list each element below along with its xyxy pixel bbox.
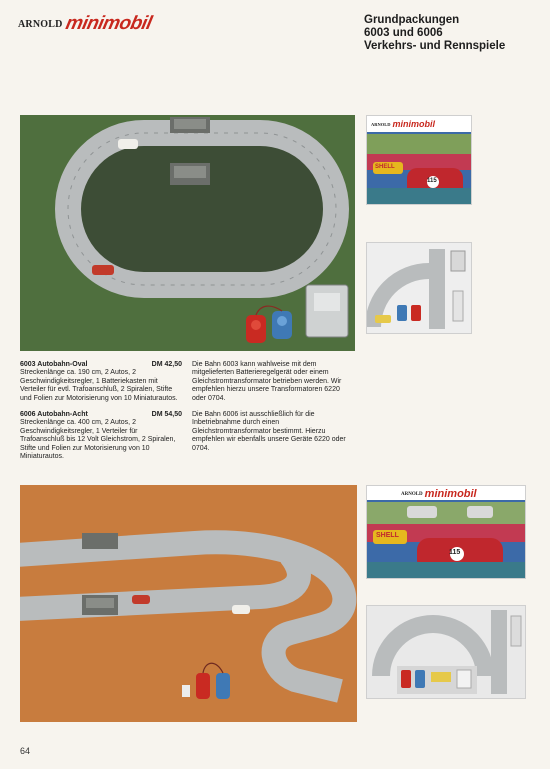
product-description: Streckenlänge ca. 190 cm, 2 Autos, 2 Geschwindigkeitsregler, 1 Batteriekasten mit Verteiler für evtl. Trafoanschluß, 2 Spiralen, Stifte und Folien zur Motorisierung von 10 Miniaturautos.: [20, 369, 178, 402]
box-logo-name: minimobil: [424, 488, 477, 500]
box-car-number: 115: [427, 178, 437, 184]
product-price: DM 42,50: [151, 361, 182, 368]
product-6006: [20, 411, 182, 461]
box-art-6006-contents: [366, 605, 526, 699]
brand-name: minimobil: [63, 13, 154, 34]
figure-eight-track-photo: [20, 485, 357, 722]
oval-track-photo: [20, 115, 355, 351]
box-art-6003-front: [366, 115, 472, 205]
oval-track-illustration: [20, 115, 355, 351]
box-contents-illustration: [367, 243, 471, 333]
brand-logo: [18, 13, 154, 34]
product-title: 6003 Autobahn-Oval: [20, 361, 88, 368]
page-heading: [364, 14, 544, 53]
brand-prefix: ARNOLD: [18, 18, 63, 30]
box-logo-name: minimobil: [392, 119, 436, 129]
product-description: Streckenlänge ca. 400 cm, 2 Autos, 2 Geschwindigkeitsregler, 1 Verteiler für Trafoanschluß bis 12 Volt Gleichstrom, 2 Spiralen, Stifte und Folien zur Motorisierung von 10 Miniaturautos.: [20, 419, 176, 461]
box-shell-sign: SHELL: [376, 532, 399, 539]
box-logo-prefix: ARNOLD: [401, 491, 423, 497]
box-contents-illustration: [367, 606, 525, 698]
box-art-6006-front: [366, 485, 526, 579]
product-6003-note: [192, 361, 352, 403]
box-art-6003-contents: [366, 242, 472, 334]
figure-eight-illustration: [20, 485, 357, 722]
box-logo: [371, 119, 435, 129]
product-title: 6006 Autobahn-Acht: [20, 411, 88, 418]
product-6006-note: [192, 411, 352, 453]
box-logo: [401, 488, 477, 500]
box-illustration: [367, 116, 471, 204]
heading-line-3: Verkehrs- und Rennspiele: [364, 40, 506, 52]
box-shell-sign: SHELL: [375, 164, 395, 170]
heading-line-2: 6003 und 6006: [364, 27, 443, 39]
product-note: Die Bahn 6006 ist ausschließlich für die Inbetriebnahme durch einen Gleichstromtransformator bestimmt. Hierzu empfehlen wir ebenfalls unsere Geräte 6220 oder 0704.: [192, 411, 346, 452]
product-price: DM 54,50: [151, 411, 182, 418]
box-logo-prefix: ARNOLD: [371, 121, 391, 127]
box-car-number: 115: [449, 549, 461, 556]
product-6003: [20, 361, 182, 403]
heading-line-1: Grundpackungen: [364, 14, 460, 26]
page-number: 64: [20, 746, 31, 756]
product-note: Die Bahn 6003 kann wahlweise mit dem mitgelieferten Batterieregelgerät oder einem Gleichstromtransformator betrieben werden. Wir empfehlen hierzu unsere Transformatoren 6220 oder 0704.: [192, 361, 342, 402]
